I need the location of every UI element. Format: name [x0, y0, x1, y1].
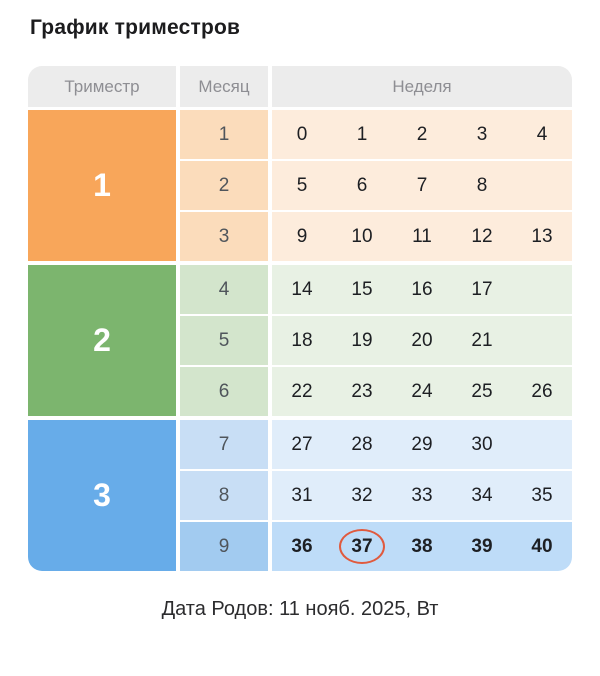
week-cell: 18 — [291, 329, 313, 351]
week-cell: 23 — [351, 380, 373, 402]
week-strip — [272, 212, 572, 261]
month-cell: 7 — [180, 420, 268, 469]
trimester-3-rows — [180, 420, 572, 571]
week-cell: 3 — [476, 123, 488, 145]
month-cell: 6 — [180, 367, 268, 416]
week-cell: 19 — [351, 329, 373, 351]
month-cell: 1 — [180, 110, 268, 159]
week-cell: 38 — [411, 535, 433, 557]
week-cell: 26 — [531, 380, 553, 402]
week-cell: 27 — [291, 433, 313, 455]
week-cell: 32 — [351, 484, 373, 506]
week-cell: 10 — [351, 225, 373, 247]
week-cell: 11 — [412, 225, 432, 247]
week-cell: 16 — [411, 278, 433, 300]
trimester-3-cell: 3 — [28, 420, 176, 571]
month-cell: 4 — [180, 265, 268, 314]
week-cell: 39 — [471, 535, 493, 557]
week-cell: 33 — [411, 484, 433, 506]
table-row — [180, 161, 572, 210]
table-row — [180, 471, 572, 520]
table-row — [180, 367, 572, 416]
trimester-schedule-page — [0, 14, 600, 621]
trimester-1-rows — [180, 110, 572, 261]
week-strip — [272, 471, 572, 520]
header-month: Месяц — [180, 66, 268, 107]
week-strip — [272, 110, 572, 159]
week-cell: 17 — [471, 278, 493, 300]
week-cell: 13 — [531, 225, 553, 247]
week-cell: 24 — [411, 380, 433, 402]
week-cell: 6 — [356, 174, 368, 196]
week-cell: 20 — [411, 329, 433, 351]
week-cell: 21 — [471, 329, 493, 351]
week-strip-highlighted — [272, 522, 572, 571]
trimester-2-rows — [180, 265, 572, 416]
trimester-group-2 — [28, 265, 572, 416]
table-row-current-month — [180, 522, 572, 571]
week-cell: 40 — [531, 535, 553, 557]
trimester-group-1 — [28, 110, 572, 261]
month-cell-highlighted: 9 — [180, 522, 268, 571]
week-cell: 30 — [471, 433, 493, 455]
trimester-group-3 — [28, 420, 572, 571]
week-cell: 0 — [296, 123, 308, 145]
week-cell: 25 — [471, 380, 493, 402]
table-row — [180, 212, 572, 261]
week-cell: 14 — [291, 278, 313, 300]
week-strip — [272, 420, 572, 469]
month-cell: 3 — [180, 212, 268, 261]
week-cell: 31 — [291, 484, 313, 506]
week-cell: 29 — [411, 433, 433, 455]
table-row — [180, 265, 572, 314]
week-cell: 22 — [291, 380, 313, 402]
week-cell: 36 — [291, 535, 313, 557]
week-cell: 5 — [296, 174, 308, 196]
week-cell: 1 — [356, 123, 368, 145]
month-cell: 8 — [180, 471, 268, 520]
month-cell: 5 — [180, 316, 268, 365]
week-cell: 35 — [531, 484, 553, 506]
week-cell: 2 — [416, 123, 428, 145]
table-row — [180, 420, 572, 469]
trimester-1-cell: 1 — [28, 110, 176, 261]
week-cell: 34 — [471, 484, 493, 506]
week-cell: 8 — [476, 174, 488, 196]
table-row — [180, 110, 572, 159]
week-cell: 7 — [416, 174, 428, 196]
header-week: Неделя — [272, 66, 572, 107]
week-cell: 12 — [471, 225, 493, 247]
week-cell: 9 — [296, 225, 308, 247]
week-cell: 15 — [351, 278, 373, 300]
week-cell: 4 — [536, 123, 548, 145]
table-header-row — [28, 66, 572, 107]
week-strip — [272, 367, 572, 416]
table-row — [180, 316, 572, 365]
page-title: График триместров — [30, 16, 241, 39]
trimester-2-cell: 2 — [28, 265, 176, 416]
week-strip — [272, 265, 572, 314]
week-cell-current — [332, 529, 392, 564]
month-cell: 2 — [180, 161, 268, 210]
trimester-table — [28, 66, 572, 571]
week-cell: 28 — [351, 433, 373, 455]
due-date-label: Дата Родов: 11 нояб. 2025, Вт — [161, 598, 439, 620]
header-trimester: Триместр — [28, 66, 176, 107]
circled-week-marker: 37 — [339, 529, 385, 564]
week-strip — [272, 316, 572, 365]
week-strip — [272, 161, 572, 210]
